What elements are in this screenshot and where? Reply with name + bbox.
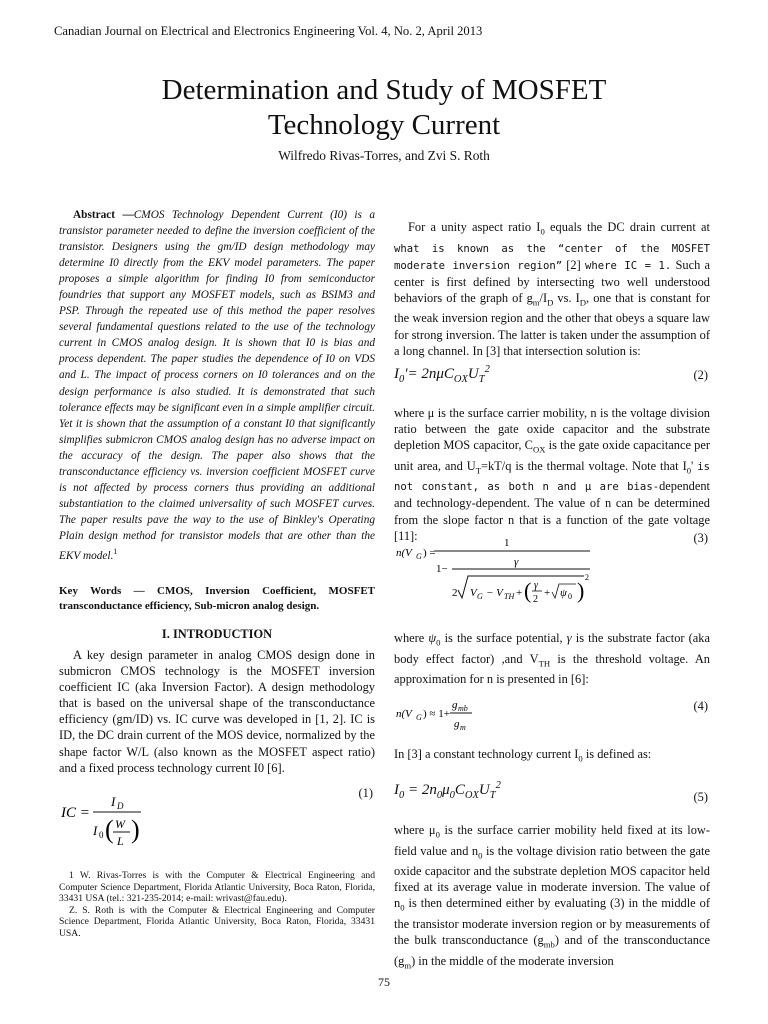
equation-5: $I_0 = 2n_0\mu_0C_{OX}U_T^2$ (5) [394,780,708,804]
equation-4-graphic [394,695,710,735]
journal-header: Canadian Journal on Electrical and Electronics Engineering Vol. 4, No. 2, April 2013 [54,24,483,38]
svg-text:I: I [111,794,116,809]
svg-text:ψ: ψ [560,587,567,599]
title-line-1: Determination and Study of MOSFET [161,74,607,106]
svg-text:0: 0 [568,592,572,601]
equation-1-graphic [59,792,375,854]
svg-text:m: m [460,723,466,732]
paragraph-mu0-definition: where $\mu_0$ is the surface carrier mobility held fixed at its low-field value and $n_0$ is the voltage division ratio between the gate oxide capacitor and the substrate depletion MOS capacitor held fixed at its average value in moderate inversion. The value of $n_0$ is then determined either by evaluating (3) in the middle of the transistor moderate inversion region or by measurements of the bulk transconductance $(g_{mb})$ and of the transconductance $(g_m)$ in the middle of the moderate inversion [394,823,710,970]
svg-text:(: ( [105,815,114,844]
svg-text:+: + [544,587,551,599]
svg-text:+: + [516,587,523,599]
svg-text:W: W [115,817,125,831]
keywords: Key Words — CMOS, Inversion Coefficient, MOSFET transconductance efficiency, Sub-micron analog design. [59,585,375,612]
svg-text:G: G [416,552,422,561]
equation-3-graphic [394,532,710,612]
authors: Wilfredo Rivas-Torres, and Zvi S. Roth [278,148,490,163]
svg-text:IC =: IC = [61,805,90,821]
abstract: Abstract —CMOS Technology Dependent Current (I0) is a transistor parameter needed to define the inversion coefficient of the transistor. Designers using the gm/ID design methodology may determine I0 directly from the EKV model parameters. The paper proposes a simple algorithm for finding I0 from semiconductor foundries that support any MOSFET models, such as BSIM3 and PSP. Through the repeated use of this method the paper resolves several fundamental questions related to the use of the technology current in CMOS analog design. It is shown that I0 is bias and process dependent. The paper studies the dependence of I0 on VDS and L. The impact of process corners on I0 tolerances and on the design performance is also studied. It is demonstrated that such tolerance effects may be significant even in a simple amplifier circuit. Yet it is shown that the assumption of a constant I0 that significantly simplifies submicron CMOS analog design has no adverse impact on the accuracy of the design. The paper also shows that the transconductance efficiency vs. inversion coefficient MOSFET curve is not affected by process corners thus providing an additional substantiation to the claimed universality of such MOSFET curves. The paper results pave the way to the use of Binkley's Operating Plain design method for transistor models that are other than the EKV model.$^1$ [59,209,375,562]
svg-text:1−: 1− [436,563,448,575]
equation-3-number: (3) [693,531,708,545]
svg-text:− V: − V [486,587,503,599]
intro-paragraph: A key design parameter in analog CMOS design done in submicron CMOS technology is the MOSFET inversion coefficient IC (aka Inversion Factor). A design methodology that is based on the universal shape of the transconductance efficiency (gm/ID) vs. IC curve was developed in [1, 2]. IC is ID, the DC drain current of the MOS device, normalized by the shape factor W/L (also known as the MOSFET aspect ratio) and a fixed process technology current I0 [6]. [59,648,375,775]
svg-text:mb: mb [458,704,468,713]
paper-title [0,73,768,143]
footnotes [59,870,375,939]
svg-text:G: G [477,592,483,601]
footnote-1: 1 W. Rivas-Torres is with the Computer & Electrical Engineering and Computer Science Department, Florida Atlantic University, Boca Raton, Florida, 33431 USA (tel.: 321-235-2014; e-mail: wrivast@fau.edu). [59,870,375,904]
svg-text:G: G [416,713,422,722]
svg-text:V: V [470,587,477,599]
equation-5-number: (5) [693,790,708,804]
abstract-text: CMOS Technology Dependent Current (I0) is a transistor parameter needed to define the inversion coefficient of the transistor. Designers using the gm/ID design methodology may determine I0 directly from the EKV model parameters. The paper proposes a simple algorithm for finding I0 from semiconductor foundries that support any MOSFET models, such as BSIM3 and PSP. Through the repeated use of this method the paper resolves several fundamental questions related to the use of the technology current in CMOS analog design. It is shown that I0 is bias and process dependent. The paper studies the dependence of I0 on VDS and L. The impact of process corners on I0 tolerances and on the design performance is also studied. It is demonstrated that such tolerance effects may be significant even in a simple amplifier circuit. Yet it is shown that the assumption of a constant I0 that significantly simplifies submicron CMOS analog design has no adverse impact on the accuracy of the design. The paper also shows that the transconductance efficiency vs. inversion coefficient MOSFET curve is not affected by process corners thus providing an additional substantiation to the claimed universality of such MOSFET curves. The paper results pave the way to the use of Binkley's Operating Plain design method for transistor models that are other than the EKV model. [59,209,375,562]
paragraph-unity-aspect: For a unity aspect ratio $I_0$ equals the DC drain current at what is known as the “center of the MOSFET moderate inversion region” [2] where IC = 1. Such a center is first defined by intersecting two well understood behaviors of the graph of $g_m/I_D$ vs. $I_D$, one that is constant for the weak inversion region and the other that obeys a square law for strong inversion. The latter is taken under the assumption of a long channel. In [3] that intersection solution is: [394,220,711,358]
svg-text:I: I [93,823,98,838]
svg-text:n(V: n(V [396,708,412,720]
svg-text:0: 0 [99,830,104,840]
svg-text:1: 1 [504,537,510,549]
equation-4 [394,695,710,735]
page-number: 75 [378,975,390,989]
svg-text:) ≈ 1+: ) ≈ 1+ [423,708,450,720]
svg-text:γ: γ [514,556,519,568]
section-heading: I. INTRODUCTION [161,627,273,641]
svg-text:D: D [117,801,124,811]
abstract-lead: Abstract — [73,209,134,221]
paragraph-mu-definition: where μ is the surface carrier mobility, n is the voltage division ratio between the gate oxide capacitor and the substrate depletion MOS capacitor, $C_{OX}$ is the gate oxide capacitance per unit area, and $U_T=kT/q$ is the thermal voltage. Note that $I_0'$ is not constant, as both n and μ are bias-dependent and technology-dependent. The value of n can be determined from the slope factor n that is a function of the gate voltage [11]: [394,406,711,543]
svg-text:) =: ) = [423,547,436,559]
svg-text:2: 2 [533,594,538,605]
svg-text:2: 2 [585,573,589,582]
svg-text:n(V: n(V [396,547,412,559]
svg-text:2: 2 [452,587,458,599]
svg-text:g: g [452,699,458,711]
equation-1 [59,786,375,854]
title-line-2: Technology Current [267,109,501,141]
svg-text:(: ( [524,578,532,603]
svg-text:L: L [117,834,124,848]
svg-text:g: g [454,718,460,730]
svg-text:γ: γ [534,580,538,591]
equation-2: $I_0'= 2n\mu C_{OX}U_T^2$ (2) [394,364,708,385]
equation-4-number: (4) [693,699,708,713]
footnote-2: Z. S. Roth is with the Computer & Electrical Engineering and Computer Science Department, Florida Atlantic University, Boca Raton, Florida, 33431 USA. [59,904,375,939]
equation-2-number: (2) [693,368,708,382]
svg-text:TH: TH [504,592,515,601]
svg-text:): ) [131,815,140,844]
equation-3 [394,532,710,612]
paragraph-constant-current: In [3] a constant technology current $I_0$ is defined as: [394,747,652,764]
paragraph-psi-definition: where $\psi_0$ is the surface potential, γ is the substrate factor (aka body effect factor) ,and $V_{TH}$ is the threshold voltage. An approximation for n is presented in [6]: [394,631,710,687]
equation-1-number: (1) [358,786,373,800]
svg-text:): ) [577,578,585,603]
